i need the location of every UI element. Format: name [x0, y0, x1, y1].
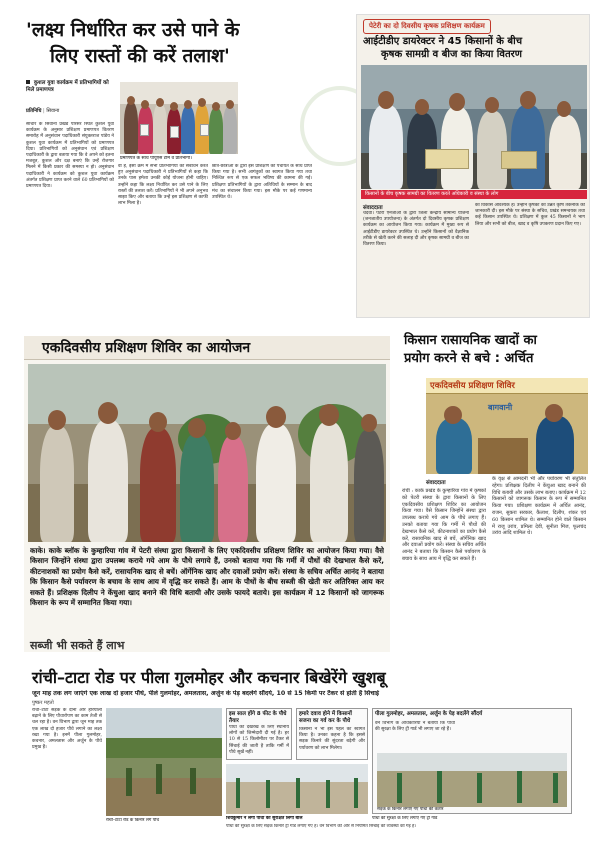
clip1-group-photo [120, 82, 238, 154]
clip5-plantation-photo [377, 753, 567, 807]
clip1-text-col2: वो है, इसी क्रम में सभी प्रतिभागियों को संबोधन करते हुए अनुसंधान पदाधिकारी ने प्रतिभागियों से कहा कि उनके पास हमेशा उनकी कोई योजना होनी चाहिए। उन्होंने कहा कि लक्ष्य निर्धारित कर उसे पाने के लिए रास्तों की तलाश करें। प्रतिभागियों ने भी अपने अनुभव साझा किए और बताया कि उन्हें इस प्रशिक्षण से काफी लाभ मिला है। [118, 164, 208, 207]
clip5-roadside-photo [106, 708, 222, 816]
clip5-text-col4: वन विभाग के अधिकारियों ने बताया कि पौधों की सुरक्षा के लिए ट्री गार्ड भी लगाए जा रहे हैं। [375, 721, 455, 733]
clip4-text-col2: के वृक्ष से आमदनी भी और पर्यावरण भी संतुलित रहेगा। प्रशिक्षक दिलीप ने केंचुआ खाद बनाने की विधि बतायी और उसके लाभ बताए। कार्यक्रम में 12 किसानों को जागरूक किसान के रूप में सम्मानित किया गया। प्रशिक्षण कार्यक्रम में अर्चित आनंद, राजन, सुकरा सरकार, कैलाश, दिलीप, शंकर एवं 60 किसान शामिल थे। सम्मानित होने वाले किसान में राजू उरांव, प्रमिला देवी, सुनीता मिंज, फूलचंद उरांव आदि शामिल थे। [492, 476, 586, 537]
clip1-headline-line1: 'लक्ष्य निर्धारित कर उसे पाने के [26, 19, 240, 41]
clip1-photo-caption: प्रमाणपत्र के साथ पीयूएस टीम व प्रतिभागी। [120, 156, 192, 161]
clip2-dateline: संवाददाता [363, 205, 383, 211]
clip3-body: काके। काके ब्लॉक के कुम्हारिया गांव में पेटरी संस्था द्वारा किसानों के लिए एकदिवसीय प्रशिक्षण शिविर का आयोजन किया गया। वैसे किसान जिन्होंने संस्था द्वारा उपलब्ध कराये गये आम के पौधे लगाये हैं, उनको बताया गया कि गर्मी में पौधों की देखभाल कैसे करें, कीटनाशकों का प्रयोग कैसे करें, रासायनिक खाद से बचें। ऑर्गेनिक खाद और दवाओं प्रयोग करें। संस्था के सचिव अर्चित आनंद ने बताया कि किसान कैसे पर्यावरण के बचाव के साथ आय में वृद्धि कर सकते हैं। आम के पौधों के बीच सब्जी की खेती कर अतिरिक्त आय कर सकते हैं। प्रशिक्षक दिलीप ने केंचुआ खाद बनाने की विधि बतायी और उसके फायदे बताये। इस कार्यक्रम में 12 किसानों को जागरूक किसान के रूप में सम्मानित किया गया। [30, 546, 384, 608]
clip5-tree-guard-photo [226, 764, 368, 814]
clip2-distribution-photo [361, 65, 587, 189]
clip1-text-col1: सांचौर के सिवाना प्रखंड परिसर स्थित कुशल युवा कार्यक्रम के अनुसार प्रशिक्षण प्रमाणपत्र वितरण समारोह में अनुसंधान पदाधिकारी संयुक्तराज पांडेय ने कुशल युवा कार्यक्रम में प्रतिभागियों को प्रमाणपत्र दिया। प्रतिभागियों को अनुसंधान एवं प्रशिक्षण पदाधिकारी के द्वारा बताया गया कि वे अपने को इतना मजबूत, कुशल और दक्ष बनाएं कि उन्हें रोजगार मिलने में किसी प्रकार की समस्या न हो। अनुसंधान पदाधिकारी ने कार्यक्रम को कुशल युवा कार्यक्रम अंतर्गत प्रशिक्षण प्राप्त करने वाले 60 प्रतिभागियों को प्रमाणपत्र दिया। [26, 122, 114, 190]
clip5-text-col3: किसानों ने भी इस पहल का स्वागत किया है। उनका कहना है कि इससे सड़क किनारे की सुंदरता बढ़ेगी और पर्यावरण को लाभ मिलेगा। [299, 727, 365, 751]
clip5-text-col2: पौधों की देखरेख के लिए स्थानीय लोगों को जिम्मेदारी दी गई है। हर 10 से 15 किलोमीटर पर टैंकर से सिंचाई की जाती है ताकि गर्मी में पौधे सूखें नहीं। [229, 725, 289, 755]
clip2-photo-caption: किसानों के बीच कृषक सामग्री का वितरण करते अधिकारी व संस्था के लोग [361, 190, 587, 199]
clip3-cut-line: सब्जी भी सकते हैं लाभ [30, 639, 125, 652]
clip4-dateline: संवाददाता [426, 480, 446, 486]
clip4-banner [426, 378, 588, 394]
clip5-box1-title: इस साल होंगे 8 फीट के पौधे तैयार [229, 711, 287, 724]
clip5-footer: पौधों की सुरक्षा के लिए सड़क किनारे ट्री गार्ड लगाए गए हैं। वन विभाग की ओर से नियमित सिंचाई की व्यवस्था की गई है। [226, 824, 417, 829]
clip4-headline-line2: प्रयोग करने से बचे : अर्चित [404, 351, 534, 366]
clip5-photo3-caption: सड़क के किनारे लगाए गए पौधों की कतार [377, 807, 444, 812]
news-clip-distribution [356, 14, 590, 318]
clip1-byline: प्रतिनिधि | सिवाना [26, 108, 60, 114]
clip5-box2 [296, 708, 368, 760]
clip3-field-photo [28, 364, 386, 542]
clip1-headline-line2: लिए रास्तों की करें तलाश' [50, 45, 230, 67]
news-clip-ranchi-tata-road [28, 668, 576, 834]
clip5-text-col1: रांची–टाटा सड़क के दोनों ओर हरियाली बढ़ाने के लिए पौधारोपण का काम तेजी से चल रहा है। वन विभाग द्वारा जून माह तक एक लाख दो हजार पौधे लगाने का लक्ष्य रखा गया है। इनमें पीला गुलमोहर, कचनार, अमलतास और अर्जुन के पौधे प्रमुख हैं। [32, 708, 102, 751]
news-clip-targets [20, 12, 318, 294]
clip2-text-col2: का विकास आवश्यक है। उन्होंने कृषकों को उन्नत कृषि तकनीक की जानकारी दी। इस मौके पर संस्था के सचिव, प्रखंड समन्वयक तथा कई किसान उपस्थित थे। प्रशिक्षण में कुल 45 किसानों ने भाग लिया और सभी को बीज, खाद व कृषि उपकरण प्रदान किए गए। [475, 203, 585, 227]
clip2-text-col1: चंदवा। पेटेरी एनजीओ के द्वारा जिला केन्द्रीय सामान्य योजना (जनजातीय उपयोजना) के अंतर्गत दो दिवसीय कृषक प्रशिक्षण कार्यक्रम का आयोजन किया गया। कार्यक्रम में मुख्य रूप से आईटीडीए डायरेक्टर उपस्थित थे। उन्होंने किसानों को वैज्ञानिक तरीके से खेती करने की सलाह दी और कृषक सामग्री व बीज का वितरण किया। [363, 211, 469, 248]
clip4-text-col1: रांची : काके प्रखंड के कुम्हारिया गांव में कृषकों को पेटरी संस्था के द्वारा किसानों के लिए एकदिवसीय प्रशिक्षण शिविर का आयोजन किया गया। वैसे किसान जिन्होंने संस्था द्वारा उपलब्ध कराये गये आम के पौधे लगाए हैं। उनको बताया गया कि गर्मी में पौधों की देखभाल कैसे करें, कीटनाशकों का प्रयोग कैसे करें, रासायनिक खाद से बचें, ऑर्गेनिक खाद और दवाओं प्रयोग करें। संस्था के सचिव अर्चित आनंद ने बताया कि किसान कैसे पर्यावरण के बचाव के साथ आय में वृद्धि कर सकते हैं। [402, 488, 486, 562]
clip5-box-bottom: शिवकुमार ने लगी पौधों को सुरक्षित लिंगी बाल [226, 816, 303, 821]
clip5-subhead: जून माह तक लग जाएंगे एक लाख दो हजार पौधे, पीले गुलमोहर, अमलतास, अर्जुन के पेड़ बदलेंगे सौंदर्य, 10 से 15 किमी पर टैंकर से होती है सिंचाई [32, 690, 379, 697]
clip5-box3-title: पीला गुलमोहर, अमलतास, अर्जुन के पेड़ बदलेंगे सौंदर्य [375, 711, 483, 717]
clip5-photo1-caption: रांची–टाटा रोड के किनारे लगे पौधे [106, 818, 160, 823]
clip5-photo2-caption: पौधों की सुरक्षा के लिए लगाए गए ट्री गार्ड [372, 816, 438, 821]
clip5-box1 [226, 708, 292, 760]
clip2-kicker: पेटेरी का दो दिवसीय कृषक प्रशिक्षण कार्यक्रम [363, 19, 491, 34]
pipe-separator: | [43, 108, 47, 114]
clip4-banner-text: एकदिवसीय प्रशिक्षण शिविर [430, 381, 515, 391]
clip1-subhead: कुशल युवा कार्यक्रम में प्रतिभागियों को मिले प्रमाणपत्र [26, 80, 109, 93]
clip4-headline-line1: किसान रासायनिक खादों का [404, 333, 537, 348]
clip1-text-col3: छात्र-छात्राओं के द्वारा इस प्रशिक्षण को पंचायत के साथ प्राप्त किया गया है। सभी आगंतुकों का स्वागत किया गया तथा निश्चित रूप से एक सफल भविष्य की कामना की गई। प्रशिक्षण प्रतिभागियों के द्वारा अतिथियों के सम्मान के बाद मंच का संचालन किया गया। इस मौके पर कई गणमान्य उपस्थित थे। [212, 164, 312, 201]
bullet-square-icon [26, 80, 30, 84]
clip3-headline: एकदिवसीय प्रशिक्षण शिविर का आयोजन [42, 340, 251, 356]
clip5-byline: पुष्कर महतो [32, 700, 54, 706]
clip4-banner-sub: बागवानी [488, 403, 513, 412]
clip2-headline-line2: कृषक सामग्री व बीज का किया वितरण [381, 49, 522, 60]
clip5-box3 [372, 708, 572, 814]
news-clip-training-camp [24, 336, 390, 652]
clip3-headline-bar [24, 336, 390, 360]
clip5-headline: रांची–टाटा रोड पर पीला गुलमोहर और कचनार बिखेरेंगे खुशबू [32, 668, 386, 687]
clip5-box2-title: हमारे दवाव होने में किसानों सजना का गर्व कर के पौधे [299, 711, 352, 724]
clip4-banner-photo [426, 378, 588, 474]
news-clip-chemical-fertilizer [398, 330, 590, 660]
clip2-headline-line1: आईटीडीए डायरेक्टर ने 45 किसानों के बीच [363, 36, 523, 47]
